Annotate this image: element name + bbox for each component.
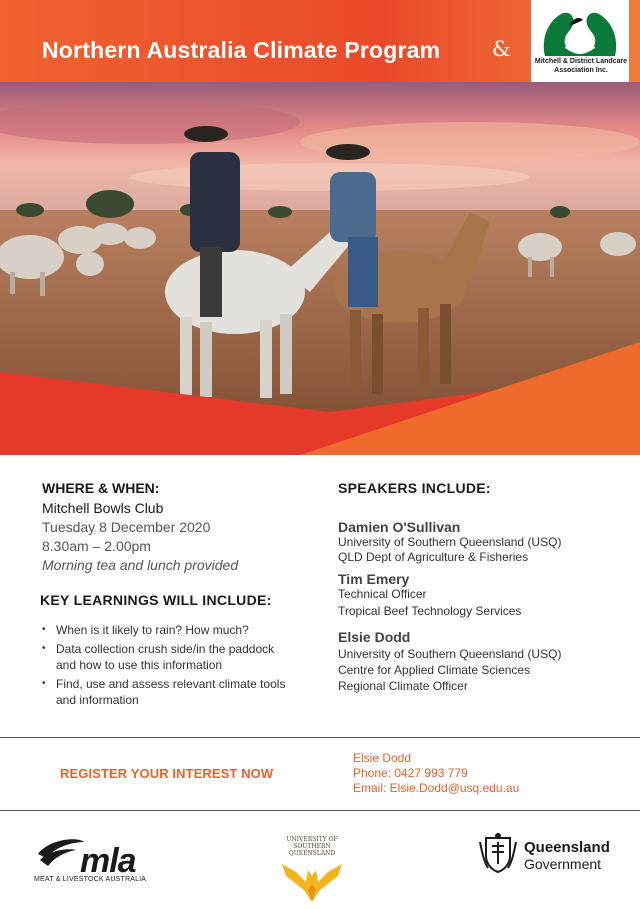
mla-logo <box>34 832 150 888</box>
mla-wordmark: mla <box>80 842 136 880</box>
speaker-name: Tim Emery <box>338 571 410 587</box>
register-interest-label: REGISTER YOUR INTEREST NOW <box>60 766 274 781</box>
list-item: • When is it likely to rain? How much? <box>42 622 292 638</box>
contact-phone[interactable]: Phone: 0427 993 779 <box>353 766 468 780</box>
contact-block <box>353 751 519 796</box>
catering-note: Morning tea and lunch provided <box>42 557 239 573</box>
divider-bottom <box>0 810 640 811</box>
government-wordmark: Government <box>524 856 602 872</box>
speaker-detail: QLD Dept of Agriculture & Fisheries <box>338 550 529 564</box>
speaker-card <box>338 629 628 694</box>
speaker-name: Elsie Dodd <box>338 629 411 645</box>
mla-tagline: MEAT & LIVESTOCK AUSTRALIA <box>34 876 147 883</box>
speaker-card <box>338 519 628 565</box>
speaker-card <box>338 571 628 619</box>
hero-photo <box>0 82 640 455</box>
contact-email[interactable]: Email: Elsie.Dodd@usq.edu.au <box>353 781 520 795</box>
divider-top <box>0 737 640 738</box>
where-when-section <box>42 480 312 573</box>
speaker-detail: Regional Climate Officer <box>338 679 468 693</box>
mla-swoosh-icon <box>36 836 86 872</box>
landcare-logo-text: Mitchell & District Landcare Association Inc. <box>534 58 628 74</box>
list-item: • Find, use and assess relevant climate tools and information <box>42 676 292 708</box>
cattle-muster-image <box>0 82 640 455</box>
speaker-detail: University of Southern Queensland (USQ) <box>338 647 562 661</box>
usq-name: UNIVERSITY OF SOUTHERN QUEENSLAND <box>286 836 338 857</box>
venue: Mitchell Bowls Club <box>42 500 164 516</box>
speakers-heading: SPEAKERS INCLUDE: <box>338 480 491 496</box>
speaker-detail: Centre for Applied Climate Sciences <box>338 663 531 677</box>
contact-name: Elsie Dodd <box>353 751 412 765</box>
key-learnings-list <box>42 622 292 711</box>
queensland-crest-icon <box>476 832 520 876</box>
list-item: • Data collection crush side/in the paddock and how to use this information <box>42 641 292 673</box>
queensland-government-logo <box>476 832 610 876</box>
speaker-detail: Technical Officer <box>338 587 427 601</box>
speaker-detail: Tropical Beef Technology Services <box>338 604 522 618</box>
queensland-wordmark: Queensland <box>524 839 610 856</box>
speakers-section <box>338 480 628 694</box>
event-date: Tuesday 8 December 2020 <box>42 519 211 535</box>
usq-phoenix-icon <box>278 856 346 904</box>
landcare-logo <box>531 0 629 84</box>
speaker-detail: University of Southern Queensland (USQ) <box>338 535 562 549</box>
key-learnings-heading: KEY LEARNINGS WILL INCLUDE: <box>40 592 272 608</box>
landcare-hands-icon <box>539 4 621 58</box>
speaker-name: Damien O'Sullivan <box>338 519 461 535</box>
event-time: 8.30am – 2.00pm <box>42 538 151 554</box>
where-when-heading: WHERE & WHEN: <box>42 480 160 496</box>
usq-logo <box>278 836 346 904</box>
page-title: Northern Australia Climate Program <box>42 37 441 63</box>
ampersand: & <box>492 37 511 61</box>
